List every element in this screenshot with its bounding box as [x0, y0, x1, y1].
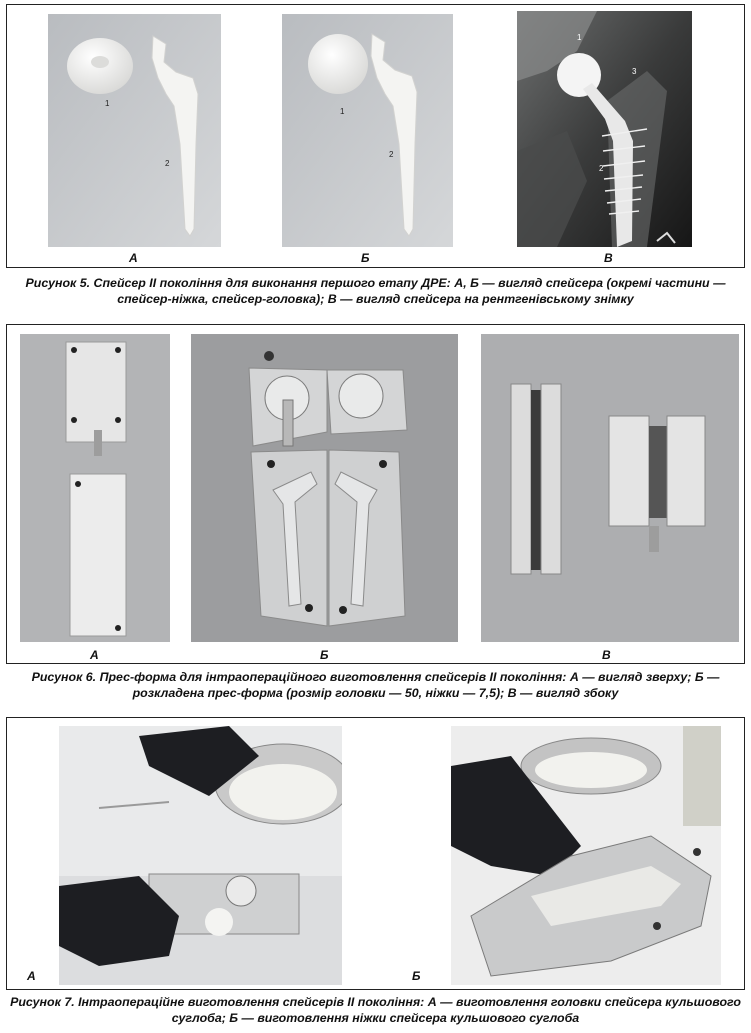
- spacer-head-sphere: [308, 34, 368, 94]
- figure-6a-label: А: [90, 648, 99, 662]
- mold-side-plate-left: [511, 384, 531, 574]
- figure-7b-photo: [451, 726, 721, 985]
- marker-2: 2: [389, 150, 394, 159]
- marker-2: 2: [599, 164, 604, 173]
- figure-7-caption: Рисунок 7. Інтраопераційне виготовлення спейсерів II покоління: А — виготовлення головки спейсера кульшового суглоба; Б — виготовлення ніжки спейсера кульшового суглоба: [10, 995, 741, 1025]
- figure-7b-label: Б: [412, 969, 421, 983]
- figure-5c-label: В: [604, 251, 613, 265]
- figure-5a-photo: [48, 14, 221, 247]
- mold-block-top: [66, 342, 126, 442]
- figure-7a-label: А: [27, 969, 36, 983]
- marker-1: 1: [105, 99, 110, 108]
- mold-side-block-right: [667, 416, 705, 526]
- figure-5b-photo: [282, 14, 453, 247]
- marker-3: 3: [632, 67, 637, 76]
- marker-1: 1: [340, 107, 345, 116]
- mold-side-plate-right: [541, 384, 561, 574]
- mold-side-block-left: [609, 416, 649, 526]
- figure-5a-label: А: [129, 251, 138, 265]
- figure-5-caption: Рисунок 5. Спейсер II покоління для виконання першого етапу ДРЕ: А, Б — вигляд спейсера (окремі частини — спейсер-ніжка, спейсер-головка); В — вигляд спейсера на рентгенівському знімку: [25, 276, 726, 306]
- figure-6c-label: В: [602, 648, 611, 662]
- figure-6b-label: Б: [320, 648, 329, 662]
- figure-5b-label: Б: [361, 251, 370, 265]
- mold-block-bottom: [70, 474, 126, 636]
- figure-6-caption: Рисунок 6. Прес-форма для інтраопераційного виготовлення спейсерів II покоління: А — вигляд зверху; Б — розкладена прес-форма (розмір головки — 50, ніжки — 7,5); В — вигляд збоку: [31, 670, 720, 700]
- marker-1: 1: [577, 33, 582, 42]
- marker-2: 2: [165, 159, 170, 168]
- figure-6c-photo: [481, 334, 739, 642]
- figure-6a-photo: [20, 334, 170, 642]
- figure-6b-photo: [191, 334, 458, 642]
- figure-5c-xray: [517, 11, 692, 247]
- figure-7a-photo: [59, 726, 342, 985]
